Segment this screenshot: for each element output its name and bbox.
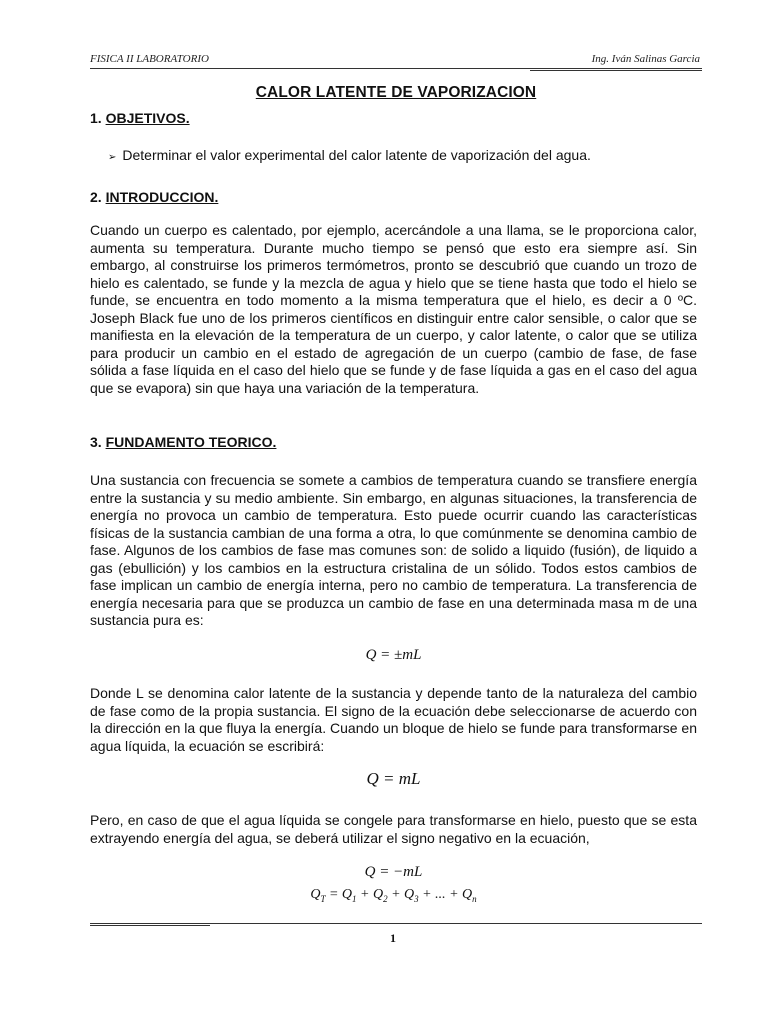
- equation-text: Q = ±mL: [365, 647, 422, 663]
- section-title: INTRODUCCION.: [105, 189, 219, 205]
- theory-paragraph-3: Pero, en caso de que el agua líquida se congele para transformarse en hielo, puesto que se esta extrayendo energía del agua, se deberá utilizar el signo negativo en la ecuación,: [90, 812, 697, 846]
- section-title: OBJETIVOS.: [105, 110, 190, 126]
- section-number: 2.: [90, 189, 102, 205]
- objective-item: [108, 147, 591, 163]
- page-header: [90, 53, 700, 65]
- equation-q-pm-ml: [90, 647, 697, 664]
- theory-paragraph-1: Una sustancia con frecuencia se somete a cambios de temperatura cuando se transfiere energía entre la sustancia y su medio ambiente. Sin embargo, en algunas situaciones, la transferencia de energía no provoca un cambio de temperatura. Esto puede ocurrir cuando las características físicas de la sustancia cambian de una forma a otra, lo que comúnmente se denomina cambio de fase. Algunos de los cambios de fase mas comunes son: de solido a liquido (fusión), de liquido a gas (ebullición) y los cambios en la estructura cristalina de un sólido. Todos estos cambios de fase implican un cambio de energía interna, pero no cambio de temperatura. La transferencia de energía necesaria para que se produzca un cambio de fase en una determinada masa m de una sustancia pura es:: [90, 472, 697, 628]
- footer-rule-accent: [90, 925, 210, 926]
- theory-paragraph-2: Donde L se denomina calor latente de la sustancia y depende tanto de la naturaleza del cambio de fase como de la propia sustancia. El signo de la ecuación debe seleccionarse de acuerdo con la dirección en la que fluya la energía. Cuando un bloque de hielo se funde para transformarse en agua líquida, la ecuación se escribirá:: [90, 685, 697, 754]
- section-number: 3.: [90, 434, 102, 450]
- header-rule: [90, 68, 702, 69]
- section-heading-fundamento: [90, 434, 276, 450]
- equation-q-ml: [90, 769, 697, 789]
- section-title: FUNDAMENTO TEORICO.: [105, 434, 277, 450]
- arrow-bullet-icon: ➢: [108, 152, 117, 163]
- header-course: FISICA II LABORATORIO: [90, 53, 209, 65]
- equation-text: $Q_T = Q_1 + Q_2 + Q_3$ + ... + $Q_n$: [310, 887, 477, 904]
- header-author: Ing. Iván Salinas Garcia: [591, 53, 700, 65]
- page-number: 1: [390, 931, 396, 945]
- equation-text: Q = −mL: [364, 864, 423, 880]
- header-rule-accent: [530, 70, 702, 71]
- footer-rule: [90, 923, 702, 924]
- equation-q-total-sum: [90, 887, 697, 904]
- section-heading-introduccion: [90, 189, 218, 205]
- section-number: 1.: [90, 110, 102, 126]
- document-title: CALOR LATENTE DE VAPORIZACION: [255, 84, 537, 101]
- objective-text: Determinar el valor experimental del calor latente de vaporización del agua.: [122, 147, 591, 163]
- section-heading-objetivos: [90, 110, 190, 126]
- equation-text: Q = mL: [366, 769, 421, 788]
- equation-q-minus-ml: [90, 864, 697, 881]
- intro-paragraph: Cuando un cuerpo es calentado, por ejemplo, acercándole a una llama, se le proporciona calor, aumenta su temperatura. Durante mucho tiempo se pensó que esto era siempre así. Sin embargo, al construirse los primeros termómetros, pronto se descubrió que cuando un trozo de hielo es calentado, se funde y la mezcla de agua y hielo que se tiene hasta que todo el hielo se funde, se encuentra en todo momento a la misma temperatura que el hielo, es decir a 0 ºC. Joseph Black fue uno de los primeros científicos en distinguir entre calor sensible, o calor que se manifiesta en la elevación de la temperatura de un cuerpo, y calor latente, o calor que se utiliza para producir un cambio en el estado de agregación de un cuerpo (cambio de fase, de fase sólida a fase líquida en el caso del hielo que se funde y de fase líquida a gas en el caso del agua que se evapora) sin que haya una variación de la temperatura.: [90, 222, 697, 396]
